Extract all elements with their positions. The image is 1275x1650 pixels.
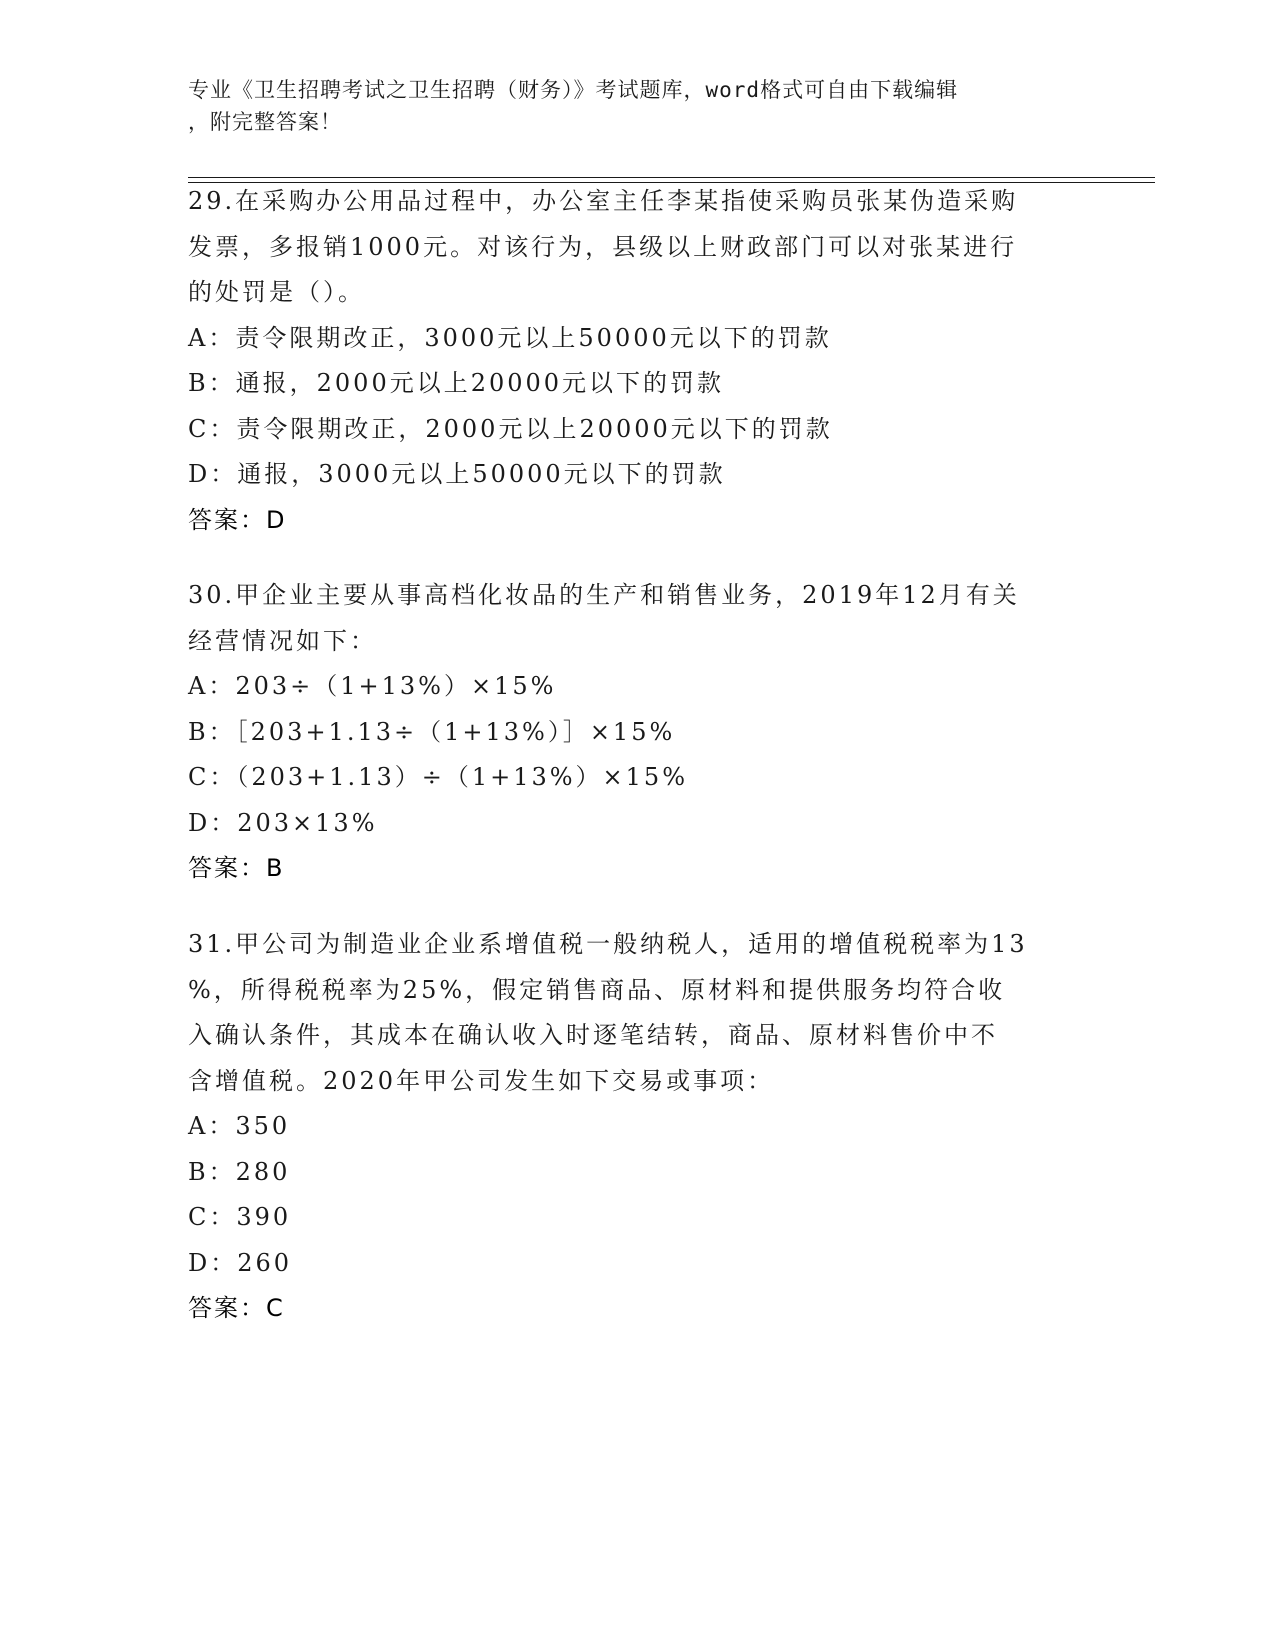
question-stem xyxy=(188,179,1088,316)
header-divider-top xyxy=(188,177,1155,178)
answer-line: 答案：D xyxy=(188,505,287,534)
option-d: D：260 xyxy=(188,1248,293,1277)
option-a: A：责令限期改正，3000元以上50000元以下的罚款 xyxy=(188,323,832,352)
question-stem-line: 发票，多报销1000元。对该行为，县级以上财政部门可以对张某进行 xyxy=(188,232,1018,261)
option-d: D：通报，3000元以上50000元以下的罚款 xyxy=(188,460,726,488)
question-stem xyxy=(188,573,1088,664)
option-b: B：［203+1.13÷（1+13%）］×15% xyxy=(188,717,676,746)
question-stem-line: 入确认条件，其成本在确认收入时逐笔结转，商品、原材料售价中不 xyxy=(188,1021,998,1049)
question-stem xyxy=(188,922,1088,1104)
header-line-2: ，附完整答案！ xyxy=(188,110,342,134)
question-29 xyxy=(188,179,1088,543)
answer-line: 答案：B xyxy=(188,854,285,882)
question-30 xyxy=(188,573,1088,892)
question-stem-line: %，所得税税率为25%，假定销售商品、原材料和提供服务均符合收 xyxy=(188,975,1006,1004)
option-d: D：203×13% xyxy=(188,808,378,837)
answer-line: 答案：C xyxy=(188,1294,285,1322)
document-header xyxy=(188,74,1068,138)
header-line-1: 专业《卫生招聘考试之卫生招聘（财务）》考试题库，word格式可自由下载编辑 xyxy=(188,78,959,102)
option-b: B：通报，2000元以上20000元以下的罚款 xyxy=(188,369,725,397)
option-c: C：（203+1.13）÷（1+13%）×15% xyxy=(188,763,689,791)
question-stem-line: 含增值税。2020年甲公司发生如下交易或事项： xyxy=(188,1066,775,1095)
question-stem-line: 30.甲企业主要从事高档化妆品的生产和销售业务，2019年12月有关 xyxy=(188,581,1020,609)
question-31 xyxy=(188,922,1088,1332)
option-b: B：280 xyxy=(188,1157,291,1186)
question-stem-line: 29.在采购办公用品过程中，办公室主任李某指使采购员张某伪造采购 xyxy=(188,187,1019,215)
option-a: A：203÷（1+13%）×15% xyxy=(188,672,557,700)
option-c: C：责令限期改正，2000元以上20000元以下的罚款 xyxy=(188,414,833,443)
option-c: C：390 xyxy=(188,1203,292,1231)
question-stem-line: 31.甲公司为制造业企业系增值税一般纳税人，适用的增值税税率为13 xyxy=(188,930,1028,958)
question-stem-line: 经营情况如下： xyxy=(188,626,377,655)
question-stem-line: 的处罚是（）。 xyxy=(188,278,365,306)
option-a: A：350 xyxy=(188,1112,291,1140)
